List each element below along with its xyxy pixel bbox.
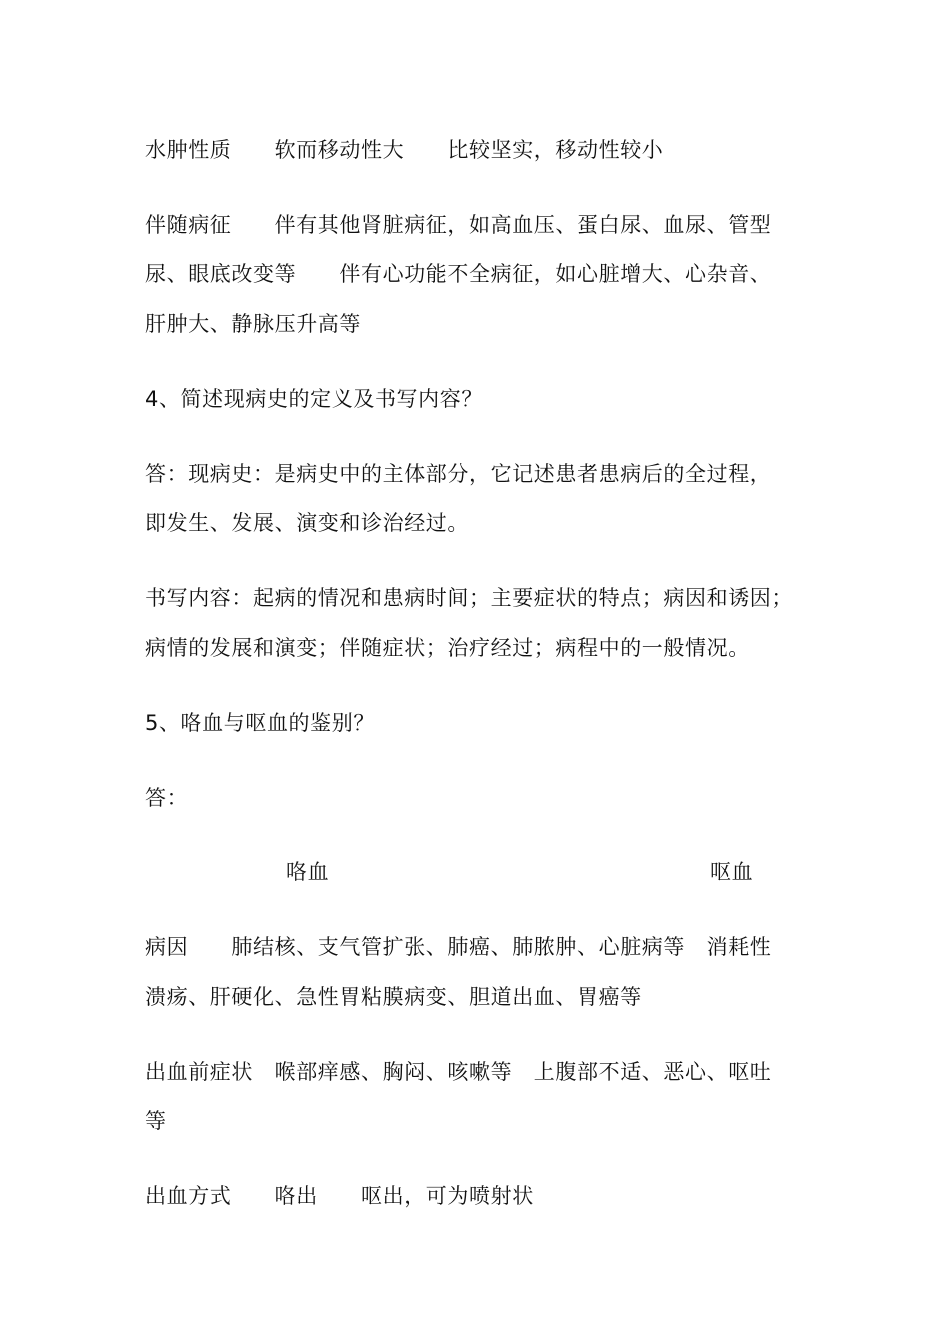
column-header-hematemesis: 呕血 bbox=[710, 860, 754, 884]
question-4-content-line-1: 书写内容：起病的情况和患病时间；主要症状的特点；病因和诱因； bbox=[145, 586, 793, 610]
question-4-answer-line-2: 即发生、发展、演变和诊治经过。 bbox=[145, 511, 469, 535]
symptoms-row-line-2: 等 bbox=[145, 1109, 167, 1133]
accompanying-row-line-3: 肝肿大、静脉压升高等 bbox=[145, 312, 361, 336]
question-4-title: 4、简述现病史的定义及书写内容？ bbox=[145, 387, 483, 411]
column-header-hemoptysis: 咯血 bbox=[286, 860, 330, 884]
question-5-title: 5、咯血与呕血的鉴别？ bbox=[145, 711, 375, 735]
question-5-answer: 答： bbox=[145, 786, 189, 810]
accompanying-row-line-2: 尿、眼底改变等 伴有心功能不全病征，如心脏增大、心杂音、 bbox=[145, 262, 772, 286]
cause-row-line-1: 病因 肺结核、支气管扩张、肺癌、肺脓肿、心脏病等 消耗性 bbox=[145, 935, 772, 959]
question-4-content-line-2: 病情的发展和演变；伴随症状；治疗经过；病程中的一般情况。 bbox=[145, 636, 750, 660]
edema-nature-row: 水肿性质 软而移动性大 比较坚实，移动性较小 bbox=[145, 138, 664, 162]
bleeding-method-row: 出血方式 咯出 呕出，可为喷射状 bbox=[145, 1184, 534, 1208]
accompanying-row-line-1: 伴随病征 伴有其他肾脏病征，如高血压、蛋白尿、血尿、管型 bbox=[145, 213, 772, 237]
symptoms-row-line-1: 出血前症状 喉部痒感、胸闷、咳嗽等 上腹部不适、恶心、呕吐 bbox=[145, 1060, 772, 1084]
question-4-answer-line-1: 答：现病史：是病史中的主体部分，它记述患者患病后的全过程， bbox=[145, 462, 772, 486]
cause-row-line-2: 溃疡、肝硬化、急性胃粘膜病变、胆道出血、胃癌等 bbox=[145, 985, 642, 1009]
